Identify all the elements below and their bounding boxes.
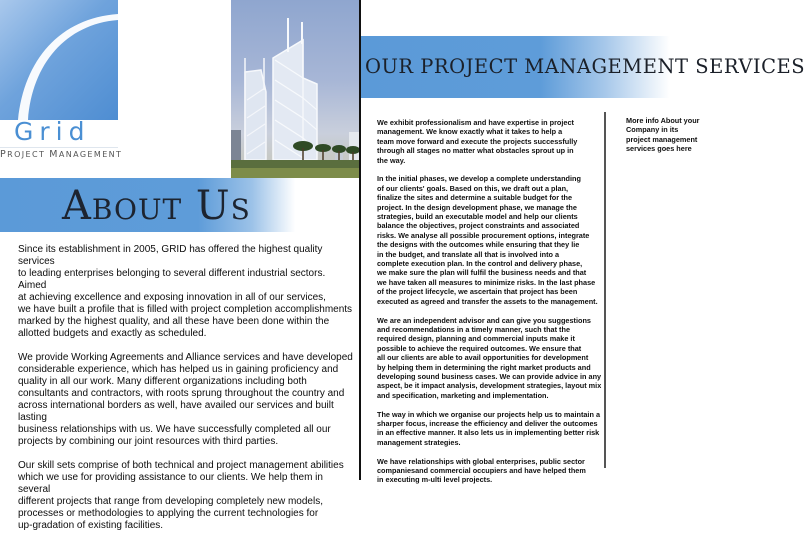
services-body-text xyxy=(377,118,605,494)
right-page-services xyxy=(361,0,805,485)
tagline-text: ANAGEMENT xyxy=(58,150,123,159)
tagline-initial: P xyxy=(0,149,8,160)
about-us-heading: About Us xyxy=(62,183,251,229)
services-paragraph: The way in which we organise our projects help us to maintain a sharper focus, increase the efficiency and deliver the outcomes in an effective manner. It also lets us in implementing better risk management strategies. xyxy=(377,409,601,447)
about-body-text xyxy=(18,244,354,544)
logo-tagline xyxy=(0,149,122,160)
towers-illustration xyxy=(231,0,360,178)
company-logo-emblem xyxy=(0,0,118,120)
arch-icon xyxy=(0,0,118,120)
services-paragraph: We are an independent advisor and can give you suggestions and recommendations in a timely manner, such that the required design, planning and commercial inputs make it possible to achieve the required outcomes. We ensure that all our clients are able to avail opportunities for development by helping them in determining the right market products and developing sound business cases. We can provide advice in any aspect, be it impact analysis, development strategies, layout mix and specification, marketing and implementation. xyxy=(377,315,602,400)
services-heading: OUR PROJECT MANAGEMENT SERVICES xyxy=(365,55,805,78)
skyscraper-photo xyxy=(231,0,360,178)
tagline-initial: M xyxy=(49,149,59,160)
left-page-about xyxy=(0,0,360,531)
tagline-text: ROJECT xyxy=(7,150,50,159)
services-paragraph: We exhibit professionalism and have expertise in project management. We know exactly what it takes to help a team move forward and execute the projects successfully through all stages no matter what obstacles sprout up in the way. xyxy=(377,118,578,165)
sidebar-note: More info About your Company in its project management services goes here xyxy=(626,116,700,154)
services-paragraph: We have relationships with global enterprises, public sector companiesand commercial occupiers and have helped them in executing m-ulti level projects. xyxy=(377,456,586,485)
logo-divider xyxy=(0,147,118,148)
services-paragraph: In the initial phases, we develop a complete understanding of our clients' goals. Based on this, we draft out a plan, finalize the sites and determine a suitable budget for the project. In the design development phase, we manage the strategies, build an executable model and help our clients balance the objectives, project constraints and associated risks. We analyse all possible procurement options, integrate the designs with the outcomes while ensuring that they lie in the budget, and translate all that is involved into a complete execution plan. In the control and delivery phase, we make sure the plan will fulfil the business needs and that we have taken all measures to minimize risks. In the last phase of the project lifecycle, we ascertain that project has been executed as agreed and transfer the assets to the management. xyxy=(377,174,598,306)
about-paragraph: Since its establishment in 2005, GRID has offered the highest quality services to leading enterprises belonging to several different industrial sectors. Aimed at achieving excellence and exposing innovation in all of our services, we have built a profile that is filled with project completion accomplishments marked by the highest quality, and all these have been done within the allotted budgets and exactly as scheduled. xyxy=(18,244,353,339)
logo-wordmark: Grid xyxy=(14,117,91,146)
about-paragraph: Our skill sets comprise of both technical and project management abilities which we use for providing assistance to our clients. We help them in several different projects that range from developing completely new models, processes or methodologies to applying the current technologies for up-gradation of existing facilities. xyxy=(18,460,344,531)
about-paragraph: We provide Working Agreements and Alliance services and have developed considerable experience, which has helped us in gaining proficiency and quality in all our work. Many different organizations including both consultants and contractors, with roots sprung throughout the country and across international borders as well, have availed our services and built lasting business relationships with us. We have successfully completed all our projects by combining our joint resources with third parties. xyxy=(18,352,353,447)
sidebar-divider xyxy=(604,112,606,468)
